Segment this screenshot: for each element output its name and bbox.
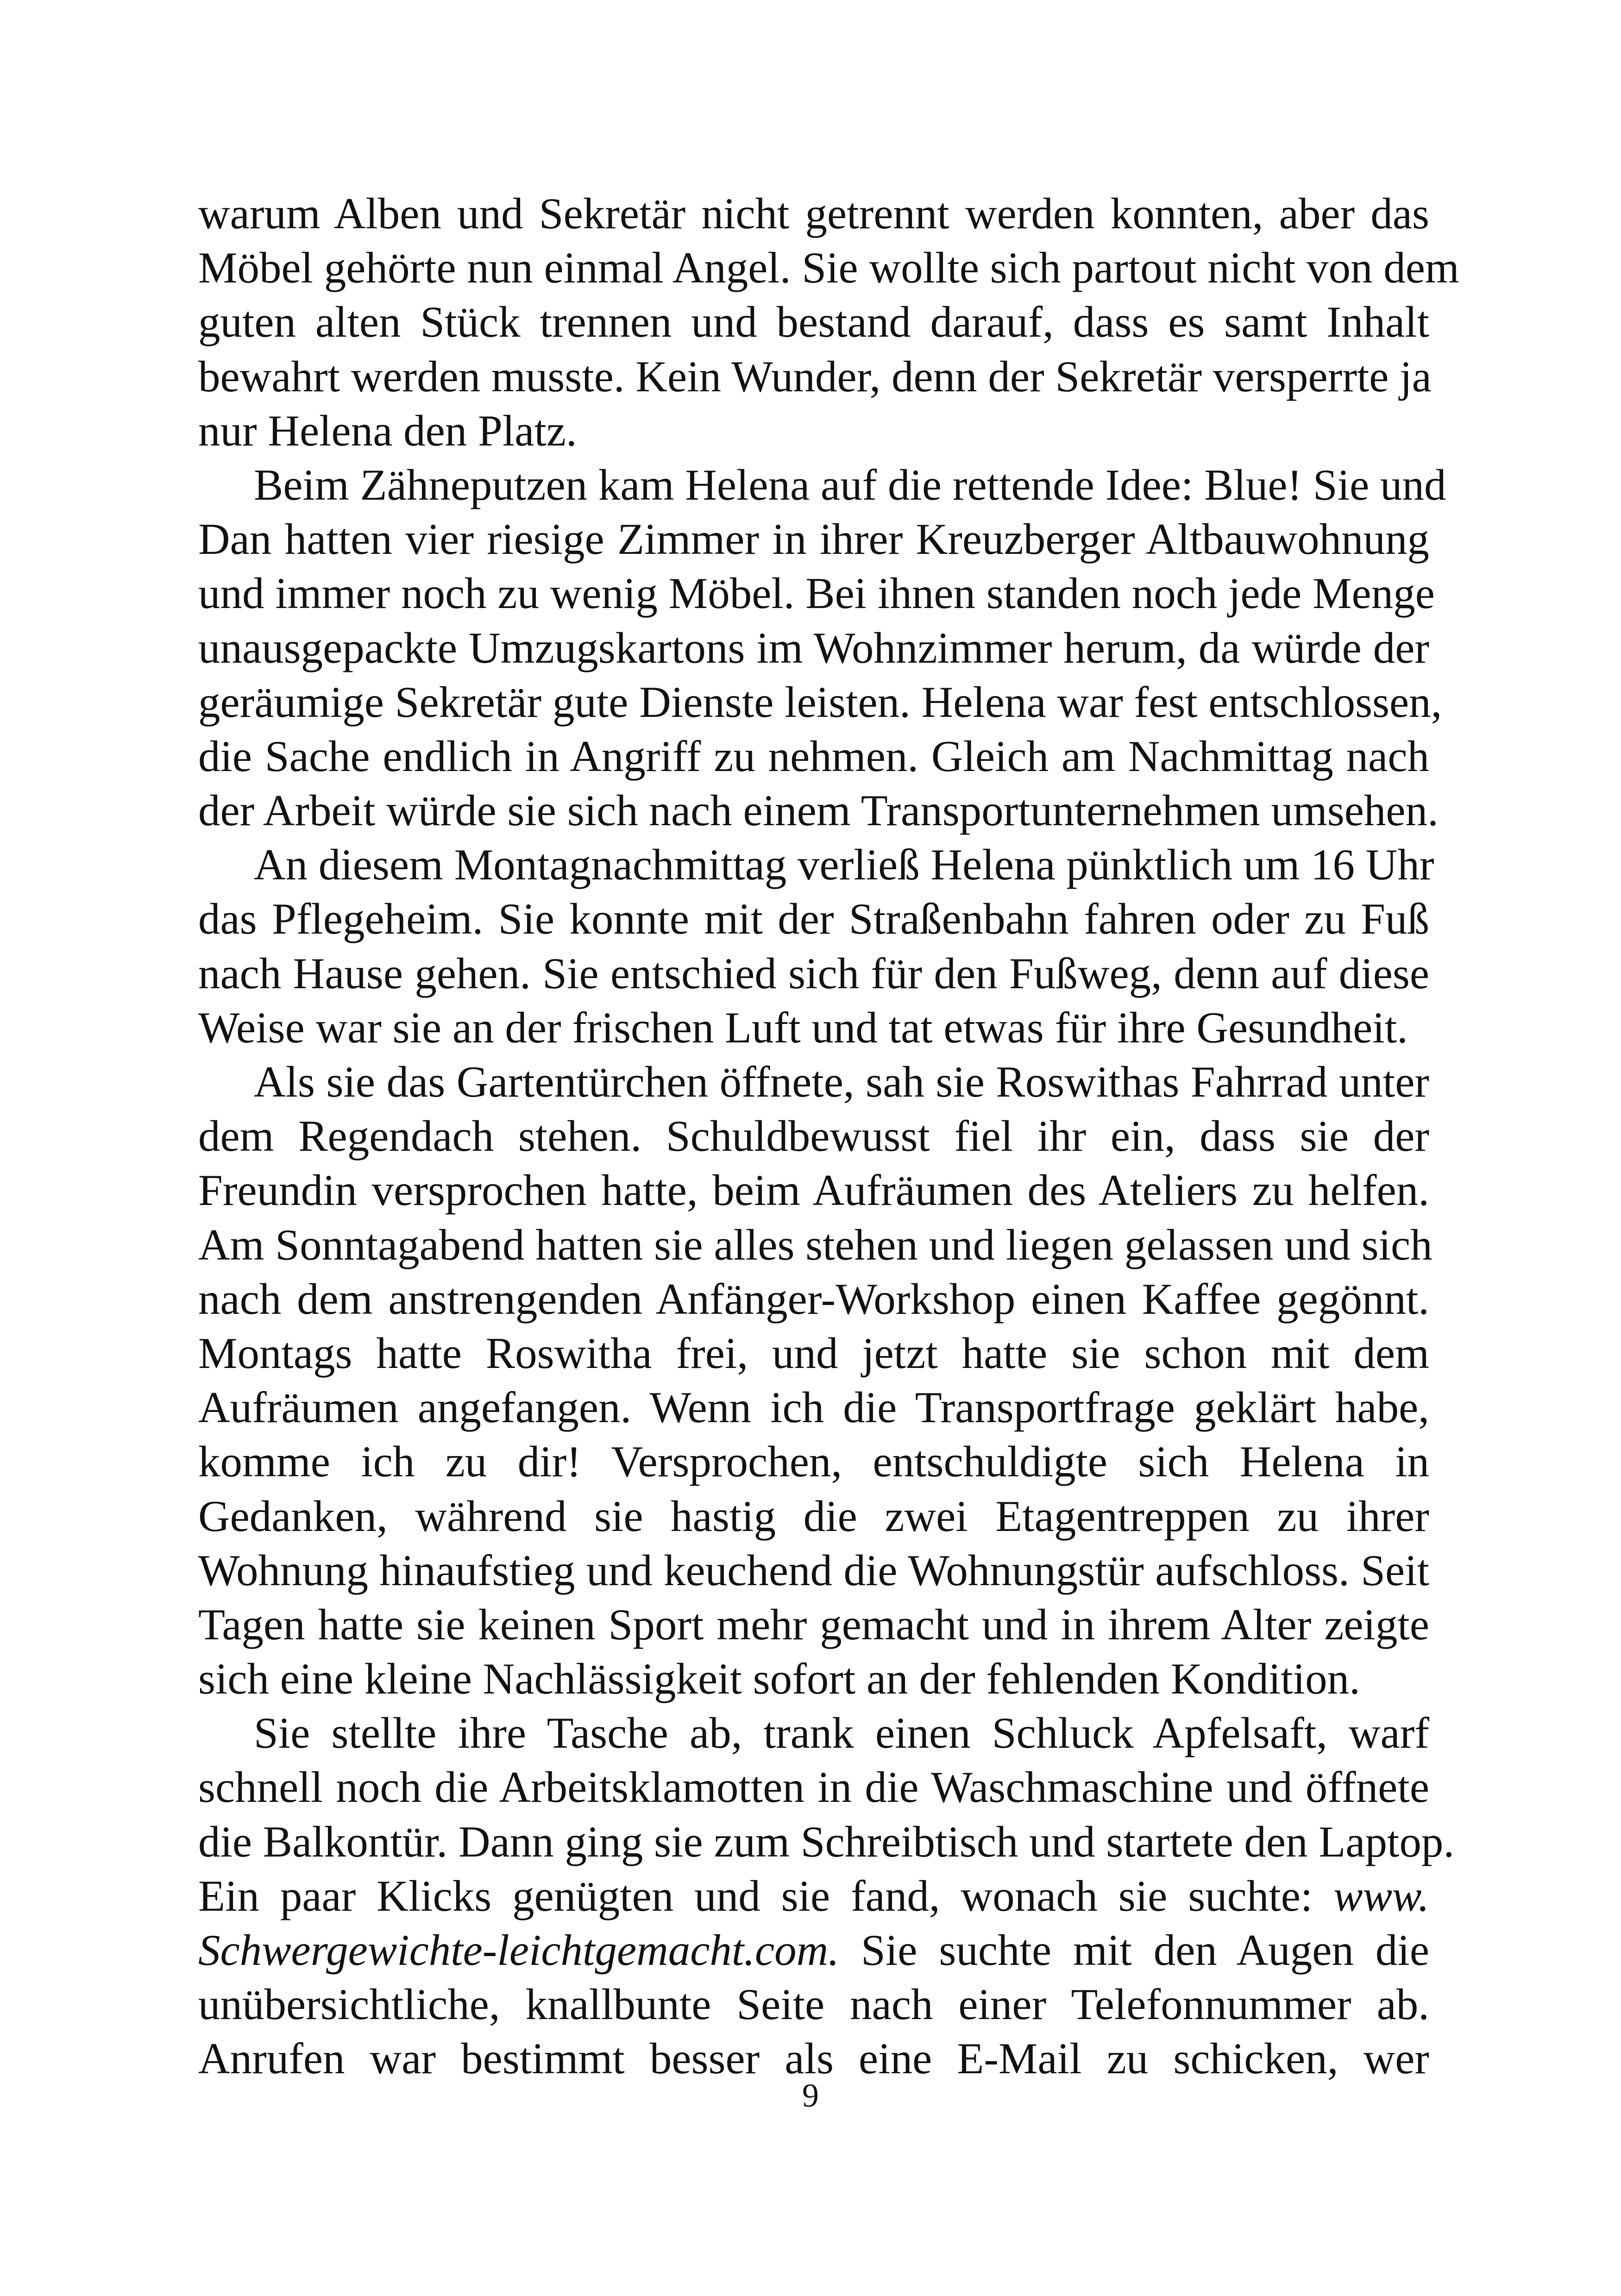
text-line: Weise war sie an der frischen Luft und tat etwas für ihre Gesundheit. — [198, 1003, 1408, 1052]
text-line: nach Hause gehen. Sie entschied sich für den Fußweg, denn auf diese — [198, 948, 1429, 998]
text-line: guten alten Stück trennen und bestand darauf, dass es samt Inhalt — [198, 297, 1429, 347]
text-line: Freundin versprochen hatte, beim Aufräumen des Ateliers zu helfen. — [198, 1166, 1429, 1215]
text-line: komme ich zu dir! Versprochen, entschuldigte sich Helena in — [198, 1437, 1429, 1487]
text-line: warum Alben und Sekretär nicht getrennt werden konnten, aber das — [198, 189, 1429, 238]
text-segment: Sie suchte mit den Augen die — [839, 1926, 1429, 1975]
text-line: und immer noch zu wenig Möbel. Bei ihnen standen noch jede Menge — [198, 569, 1435, 618]
paragraph-first-line: Beim Zähneputzen kam Helena auf die rettende Idee: Blue! Sie und — [254, 460, 1446, 509]
text-line: unübersichtliche, knallbunte Seite nach einer Telefonnummer ab. — [198, 1980, 1429, 2029]
text-line: unausgepackte Umzugskartons im Wohnzimmer herum, da würde der — [198, 623, 1429, 672]
text-line: dem Regendach stehen. Schuldbewusst fiel ihr ein, dass sie der — [198, 1111, 1429, 1161]
text-line: Gedanken, während sie hastig die zwei Etagentreppen zu ihrer — [198, 1491, 1429, 1541]
url-text: www. — [1333, 1871, 1429, 1920]
text-line: bewahrt werden musste. Kein Wunder, denn der Sekretär versperrte ja — [198, 351, 1432, 401]
text-line: geräumige Sekretär gute Dienste leisten. Helena war fest entschlossen, — [198, 677, 1442, 727]
text-line: der Arbeit würde sie sich nach einem Transportunternehmen umsehen. — [198, 786, 1439, 835]
text-line: die Sache endlich in Angriff zu nehmen. Gleich am Nachmittag nach — [198, 731, 1429, 781]
text-line: schnell noch die Arbeitsklamotten in die Waschmaschine und öffnete — [198, 1763, 1429, 1812]
text-line: Anrufen war bestimmt besser als eine E-Mail zu schicken, wer — [198, 2034, 1429, 2083]
text-line: Dan hatten vier riesige Zimmer in ihrer Kreuzberger Altbauwohnung — [198, 514, 1429, 564]
text-line — [198, 1869, 1429, 1923]
text-line — [198, 1923, 1429, 1977]
body-text — [198, 187, 1459, 2086]
text-line: das Pflegeheim. Sie konnte mit der Straßenbahn fahren oder zu Fuß — [198, 894, 1429, 944]
paragraph-first-line: Als sie das Gartentürchen öffnete, sah sie Roswithas Fahrrad unter — [254, 1057, 1429, 1106]
text-line: die Balkontür. Dann ging sie zum Schreibtisch und startete den Laptop. — [198, 1817, 1455, 1866]
url-text: Schwergewichte-leichtgemacht.com. — [198, 1926, 840, 1975]
text-line: nach dem anstrengenden Anfänger-Workshop einen Kaffee gegönnt. — [198, 1274, 1429, 1324]
text-line: nur Helena den Platz. — [198, 406, 577, 455]
text-line: Wohnung hinaufstieg und keuchend die Wohnungstür aufschloss. Seit — [198, 1545, 1429, 1595]
text-line: Am Sonntagabend hatten sie alles stehen und liegen gelassen und sich — [198, 1220, 1433, 1269]
text-line: sich eine kleine Nachlässigkeit sofort an der fehlenden Kondition. — [198, 1654, 1360, 1704]
text-line: Möbel gehörte nun einmal Angel. Sie wollte sich partout nicht von dem — [198, 243, 1459, 293]
text-segment: Ein paar Klicks genügten und sie fand, wonach sie suchte: — [198, 1871, 1334, 1920]
paragraph-first-line: Sie stellte ihre Tasche ab, trank einen Schluck Apfelsaft, warf — [254, 1708, 1429, 1758]
paragraph-first-line: An diesem Montagnachmittag verließ Helena pünktlich um 16 Uhr — [254, 840, 1434, 890]
text-line: Tagen hatte sie keinen Sport mehr gemacht und in ihrem Alter zeigte — [198, 1600, 1429, 1649]
text-line: Aufräumen angefangen. Wenn ich die Transportfrage geklärt habe, — [198, 1383, 1429, 1432]
text-line: Montags hatte Roswitha frei, und jetzt hatte sie schon mit dem — [198, 1328, 1429, 1378]
page-number: 9 — [802, 2077, 819, 2114]
